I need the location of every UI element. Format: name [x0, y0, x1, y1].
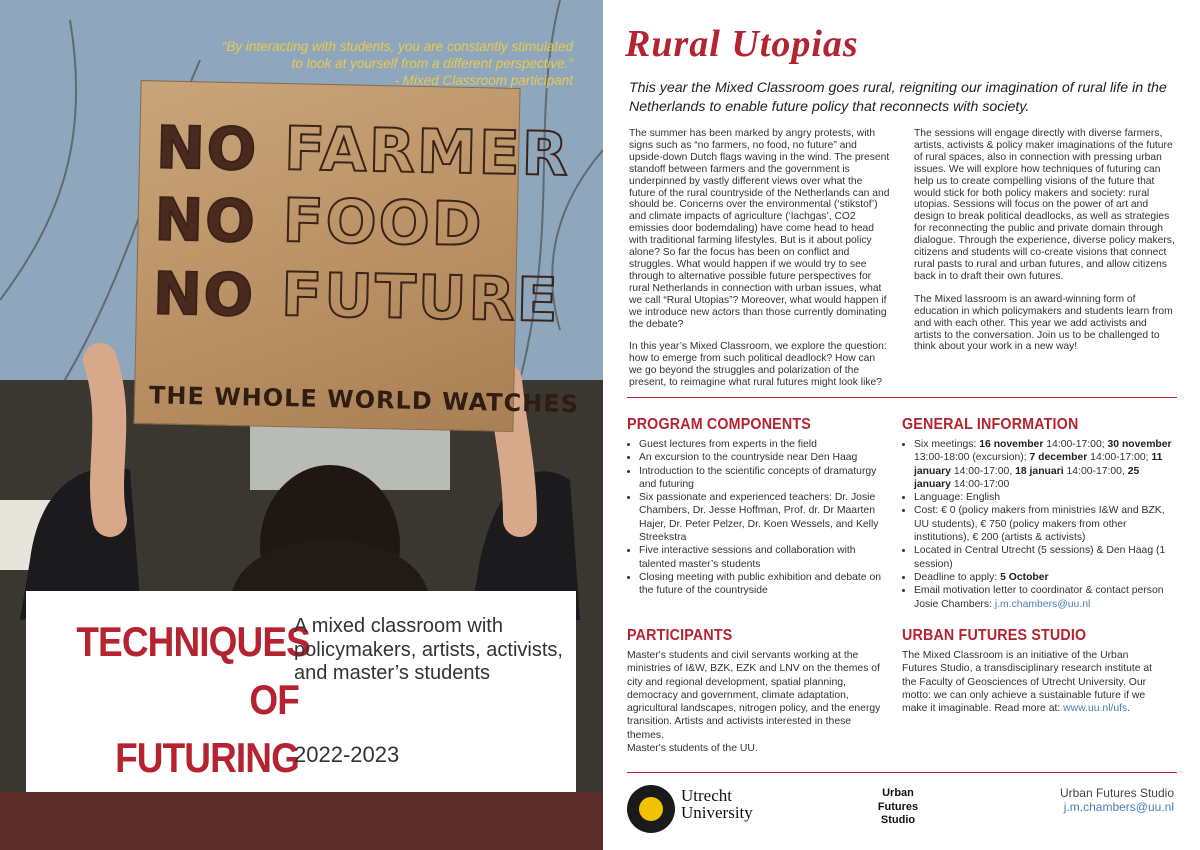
- studio-text: [902, 649, 1164, 715]
- general-list: [902, 438, 1179, 611]
- meeting-date: 7 december: [1029, 452, 1088, 464]
- sign-no-2: NO: [154, 185, 258, 256]
- meeting-date: 16 november: [979, 439, 1044, 450]
- section-title: Rural Utopias: [625, 23, 859, 65]
- divider-bottom: [627, 772, 1177, 773]
- meeting-date: 25 january: [914, 465, 1140, 490]
- deadline-label: Deadline to apply:: [914, 571, 1001, 583]
- seal-sun-icon: [639, 797, 663, 821]
- ufs-logo-line: Urban: [882, 787, 914, 799]
- general-deadline: [914, 571, 1179, 584]
- meeting-date: 11 january: [914, 452, 1163, 477]
- studio-website-link[interactable]: www.uu.nl/ufs: [1063, 703, 1128, 715]
- meeting-date: 30 november: [1107, 439, 1172, 450]
- meeting-date: 18 januari: [1015, 465, 1064, 477]
- footer-studio-name: Urban Futures Studio: [1059, 786, 1174, 800]
- general-cost: • Cost: € 0 (policy makers from ministries I&W and BZK, UU students), € 750 (policy makers from other institutions), € 200 (artists & activists): [914, 504, 1179, 544]
- uu-line-2: University: [681, 803, 753, 822]
- footer-email-link[interactable]: j.m.chambers@uu.nl: [1063, 800, 1174, 814]
- main-title: [76, 613, 310, 787]
- text-panel: [603, 0, 1200, 850]
- program-item: • An excursion to the countryside near Den Haag: [639, 451, 894, 464]
- general-meetings: [914, 438, 1179, 491]
- title-line-futuring: FUTURING: [115, 734, 299, 781]
- program-heading: PROGRAM COMPONENTS: [627, 416, 811, 433]
- meeting-time: 13:00-18:00 (excursion);: [914, 452, 1030, 464]
- meeting-time: 14:00-17:00: [950, 478, 1010, 490]
- studio-paragraph: The Mixed Classroom is an initiative of the Urban Futures Studio, a transdisciplinary research institute at the Faculty of Geosciences of Utrecht University. Our motto: we can only achieve a sustainable future if we make it imaginable. Read more at:: [902, 650, 1153, 715]
- sign-word-farmer: FARMER: [283, 114, 571, 191]
- sign-no-1: NO: [155, 113, 259, 184]
- meeting-time: 14:00-17:00,: [950, 465, 1016, 477]
- participant-quote: [153, 38, 573, 89]
- program-list: [627, 438, 894, 598]
- quote-line-1: “By interacting with students, you are constantly stimulated: [221, 39, 573, 54]
- intro-column-left: [629, 128, 891, 400]
- intro-right-paragraph-1: The sessions will engage directly with diverse farmers, artists, activists & policy maker imaginations of the future of rural spaces, also in connection with pressing urban issues. We will explore how techniques of futuring can help us to create compelling visions of the future that would stick for both policy makers and society: rural utopias. Sessions will focus on the power of art and design to break political deadlocks, as well as strategies for reconnecting the public and private domain through dialogue. Through the experience, diverse policy makers, citizens and students will co-create visions that connect rural pasts to rural and urban futures, and allow citizens back in to draft their own futures.: [914, 128, 1175, 282]
- title-box: [26, 591, 576, 792]
- participants-paragraph-2: Master's students of the UU.: [627, 743, 758, 755]
- general-email: [914, 584, 1179, 611]
- email-text: Email motivation letter to coordinator & contact person Josie Chambers:: [914, 585, 1164, 610]
- academic-year: 2022-2023: [294, 742, 400, 767]
- program-item: • Closing meeting with public exhibition and debate on the future of the countryside: [639, 571, 894, 598]
- intro-left-paragraph-1: The summer has been marked by angry protests, with signs such as “no farmers, no food, no future” and upside-down Dutch flags waving in the wind. The present standoff between farmers and the government is underpinned by vastly different views over what the future of the rural countryside of the Netherlands can and should be. Concerns over the environmental (‘stikstof’) and climate impacts of agriculture (‘lachgas’, CO2 emissies door bodemdaling) have come head to head with traditional farming lifestyles. But is it about policy alone? So far the focus has been on conflict and struggles. What would happen if we would try to see through to alternative possible future perspectives for rural Netherlands in connection with urban issues, what we call “Rural Utopias”? Moreover, what would happen if we introduce new actors than those currently dominating the debate?: [629, 128, 890, 330]
- deadline-date: 5 October: [1000, 571, 1049, 583]
- program-item: • Five interactive sessions and collaboration with talented master’s students: [639, 544, 894, 571]
- general-language: • Language: English: [914, 491, 1179, 504]
- quote-attribution: - Mixed Classroom participant: [394, 73, 573, 88]
- utrecht-university-seal-icon: [627, 785, 675, 833]
- meeting-time: 14:00-17:00;: [1043, 439, 1108, 450]
- title-line-of: OF: [249, 676, 299, 723]
- lead-paragraph: This year the Mixed Classroom goes rural, reigniting our imagination of rural life in the Netherlands to enable future policy that reconnects with society.: [629, 80, 1167, 115]
- intro-right-paragraph-2: The Mixed lassroom is an award-winning form of education in which policymakers and students learn from and with each other. This year we add activists and artists to the conversation. Join us to be challenged to think about your work in a new way!: [914, 293, 1173, 353]
- ufs-logo-line: Futures: [877, 800, 919, 813]
- divider-top: [627, 397, 1177, 398]
- sign-bottom-text: THE WHOLE WORLD WATCHES: [148, 381, 580, 419]
- meetings-prefix: Six meetings:: [914, 439, 980, 450]
- studio-heading: URBAN FUTURES STUDIO: [902, 627, 1087, 644]
- quote-line-2: to look at yourself from a different perspective.”: [291, 56, 573, 71]
- uu-line-1: Utrecht: [681, 786, 732, 805]
- footer-contact: [1060, 786, 1174, 814]
- general-location: • Located in Central Utrecht (5 sessions) & Den Haag (1 session): [914, 544, 1179, 571]
- contact-email-link[interactable]: j.m.chambers@uu.nl: [994, 598, 1091, 610]
- general-heading: GENERAL INFORMATION: [902, 416, 1079, 433]
- sign-word-future: FUTURE: [280, 260, 561, 336]
- meeting-time: 14:00-17:00,: [1063, 465, 1128, 477]
- sign-word-food: FOOD: [281, 186, 485, 261]
- meeting-time: 14:00-17:00;: [1087, 452, 1152, 464]
- participants-heading: PARTICIPANTS: [627, 627, 733, 644]
- urban-futures-studio-logo: [873, 787, 923, 828]
- studio-period: .: [1127, 703, 1131, 715]
- participants-text: [627, 649, 882, 755]
- intro-column-right: [914, 128, 1176, 364]
- title-line-techniques: TECHNIQUES: [76, 618, 310, 665]
- program-item: • Introduction to the scientific concepts of dramaturgy and futuring: [639, 465, 894, 492]
- participants-paragraph: Master's students and civil servants working at the ministries of I&W, BZK, EZK and LNV on the themes of city and regional development, spatial planning, democracy and government, climate adaptation, agricultural landscapes, nitrogen policy, and the energy transition. Artists and activists interested in these themes.: [627, 650, 881, 741]
- program-item: • Six passionate and experienced teachers: Dr. Josie Chambers, Dr. Jesse Hoffman, Prof. dr. Dr Maarten Hajer, Dr. Peter Pelzer, Dr. Koen Wessels, and Kelly Streekstra: [639, 491, 894, 544]
- subtitle: A mixed classroom with policymakers, artists, activists, and master’s students: [294, 615, 563, 684]
- utrecht-university-wordmark: [681, 787, 753, 821]
- intro-left-paragraph-2: In this year’s Mixed Classroom, we explore the question: how to emerge from such political deadlock? How can we go beyond the struggles and polarization of the present, to reimagine what rural futures might look like?: [629, 341, 887, 389]
- sign-no-3: NO: [152, 259, 256, 330]
- ufs-logo-line: Studio: [880, 814, 916, 826]
- program-item: • Guest lectures from experts in the field: [639, 438, 894, 451]
